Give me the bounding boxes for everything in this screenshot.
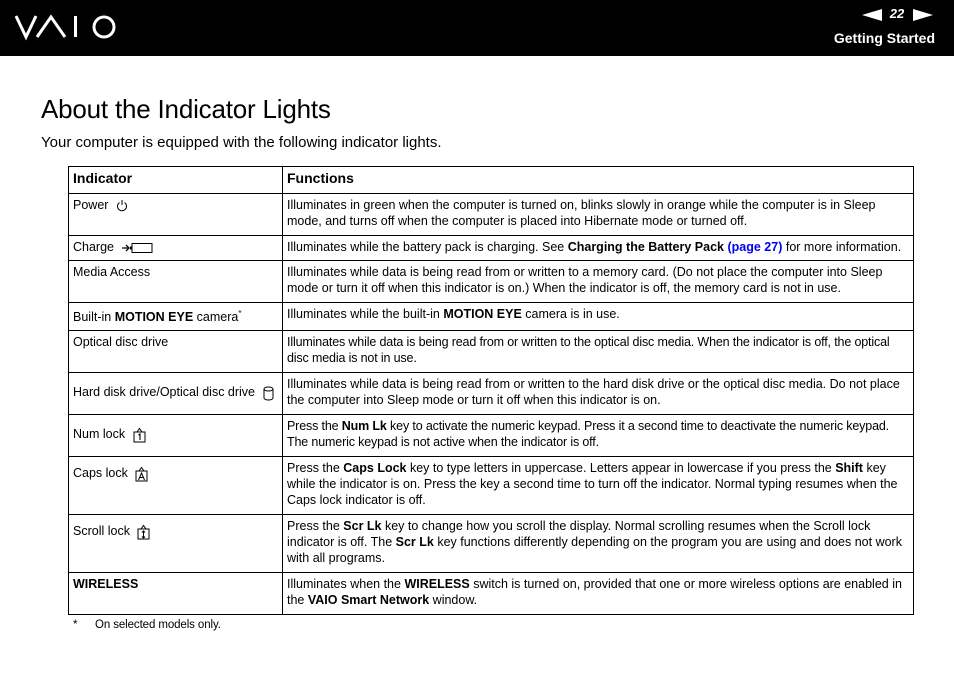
table-row — [69, 457, 914, 515]
function-cell — [283, 373, 914, 415]
indicator-table — [68, 166, 914, 615]
function-text-bold: WIRELESS — [404, 577, 470, 591]
indicator-name: Charge — [73, 240, 114, 254]
function-text: Illuminates while data is being read from or written to a memory card. (Do not place the computer into Sleep mode or turn it off when this indicator is on.) When the indicator is off, the memory card is not in use. — [287, 265, 883, 295]
function-cell — [283, 331, 914, 373]
table-row — [69, 194, 914, 236]
function-text: key to activate the numeric keypad. Press it a second time to deactivate the numeric keypad. The numeric keypad is not active when the indicator is off. — [287, 419, 890, 449]
function-text: Illuminates while the built-in — [287, 307, 444, 321]
indicator-cell — [69, 457, 283, 515]
function-cell — [283, 573, 914, 615]
function-cell — [283, 457, 914, 515]
table-row — [69, 261, 914, 303]
disk-drive-icon — [263, 386, 274, 401]
table-row — [69, 415, 914, 457]
indicator-cell — [69, 415, 283, 457]
indicator-name: Optical disc drive — [73, 335, 169, 349]
indicator-name: Media Access — [73, 265, 151, 279]
function-text: key to change how you scroll the display. Normal scrolling resumes when the Scroll lock indicator is off. The — [287, 519, 871, 549]
header-bar — [0, 0, 954, 56]
vaio-logo — [14, 13, 120, 41]
indicator-name: Caps lock — [73, 466, 128, 480]
function-text: Press the — [287, 419, 342, 433]
indicator-cell — [69, 236, 283, 261]
footnote-mark: * — [73, 619, 78, 631]
indicator-name: Scroll lock — [73, 524, 130, 538]
table-row — [69, 573, 914, 615]
table-row — [69, 515, 914, 573]
intro-text: Your computer is equipped with the following indicator lights. — [41, 134, 442, 151]
key-name: Shift — [835, 461, 863, 475]
footnote-text: On selected models only. — [95, 619, 221, 631]
function-cell — [283, 194, 914, 236]
function-cell — [283, 515, 914, 573]
function-text: key while the indicator is on. Press the key a second time to turn off the indicator. Normal typing resumes when the Caps lock indicator is off. — [287, 461, 898, 507]
table-row — [69, 303, 914, 331]
indicator-name-bold: MOTION EYE — [114, 310, 194, 324]
table-row — [69, 236, 914, 261]
table-row — [69, 373, 914, 415]
footnote — [73, 619, 221, 631]
indicator-name: Power — [73, 198, 109, 212]
function-text: key functions differently depending on the program you are using and does not work with all programs. — [287, 535, 902, 565]
caps-lock-icon — [135, 466, 148, 482]
indicator-cell — [69, 515, 283, 573]
indicator-name: Hard disk drive/Optical disc drive — [73, 385, 256, 400]
indicator-name: Built-in — [73, 310, 115, 324]
indicator-name: camera — [193, 310, 239, 324]
key-name: Scr Lk — [343, 519, 382, 533]
function-cell — [283, 236, 914, 261]
battery-charge-icon — [121, 242, 153, 254]
function-text: for more information. — [782, 240, 902, 254]
function-text: Illuminates while the battery pack is charging. See — [287, 240, 568, 254]
column-header-functions: Functions — [283, 167, 914, 194]
function-text: switch is turned on, provided that one or more wireless options are enabled in the — [287, 577, 902, 607]
prev-page-arrow-icon[interactable] — [862, 9, 882, 21]
function-text: camera is in use. — [521, 307, 620, 321]
indicator-name: Num lock — [73, 427, 126, 442]
table-header-row — [69, 167, 914, 194]
function-text: Illuminates in green when the computer is turned on, blinks slowly in orange while the computer is in Sleep mode, and turns off when the computer is placed into Hibernate mode or turned off. — [287, 198, 876, 228]
function-text: Press the — [287, 461, 344, 475]
function-text: Illuminates when the — [287, 577, 405, 591]
page-title: About the Indicator Lights — [41, 94, 331, 124]
indicator-name: WIRELESS — [73, 577, 139, 591]
key-name: Num Lk — [341, 419, 387, 433]
function-text-bold: MOTION EYE — [443, 307, 522, 321]
function-cell — [283, 303, 914, 331]
indicator-cell — [69, 194, 283, 236]
function-text: Press the — [287, 519, 344, 533]
indicator-cell — [69, 331, 283, 373]
power-icon — [116, 199, 128, 212]
function-text: Illuminates while data is being read from or written to the optical disc media. When the indicator is off, the optical disc media is not in use. — [287, 335, 890, 365]
table-row — [69, 331, 914, 373]
indicator-cell — [69, 303, 283, 331]
indicator-cell — [69, 261, 283, 303]
column-header-indicator: Indicator — [69, 167, 283, 194]
page-27-link[interactable]: (page 27) — [727, 240, 783, 254]
key-name: Scr Lk — [395, 535, 434, 549]
indicator-cell — [69, 573, 283, 615]
num-lock-icon — [133, 427, 146, 443]
next-page-arrow-icon[interactable] — [913, 9, 933, 21]
section-label: Getting Started — [833, 30, 935, 46]
key-name: Caps Lock — [343, 461, 407, 475]
page-number: 22 — [889, 6, 905, 21]
cross-reference-title: Charging the Battery Pack — [567, 240, 724, 254]
function-cell — [283, 261, 914, 303]
indicator-cell — [69, 373, 283, 415]
function-text: window. — [429, 593, 478, 607]
function-cell — [283, 415, 914, 457]
function-text-bold: VAIO Smart Network — [307, 593, 430, 607]
function-text: Illuminates while data is being read from or written to the hard disk drive or the optical disc media. Do not place the computer into Sleep mode or turn it off when this indicator is on. — [287, 377, 900, 407]
function-text: key to type letters in uppercase. Letters appear in lowercase if you press the — [406, 461, 836, 475]
scroll-lock-icon — [137, 524, 150, 540]
footnote-marker: * — [238, 308, 242, 318]
